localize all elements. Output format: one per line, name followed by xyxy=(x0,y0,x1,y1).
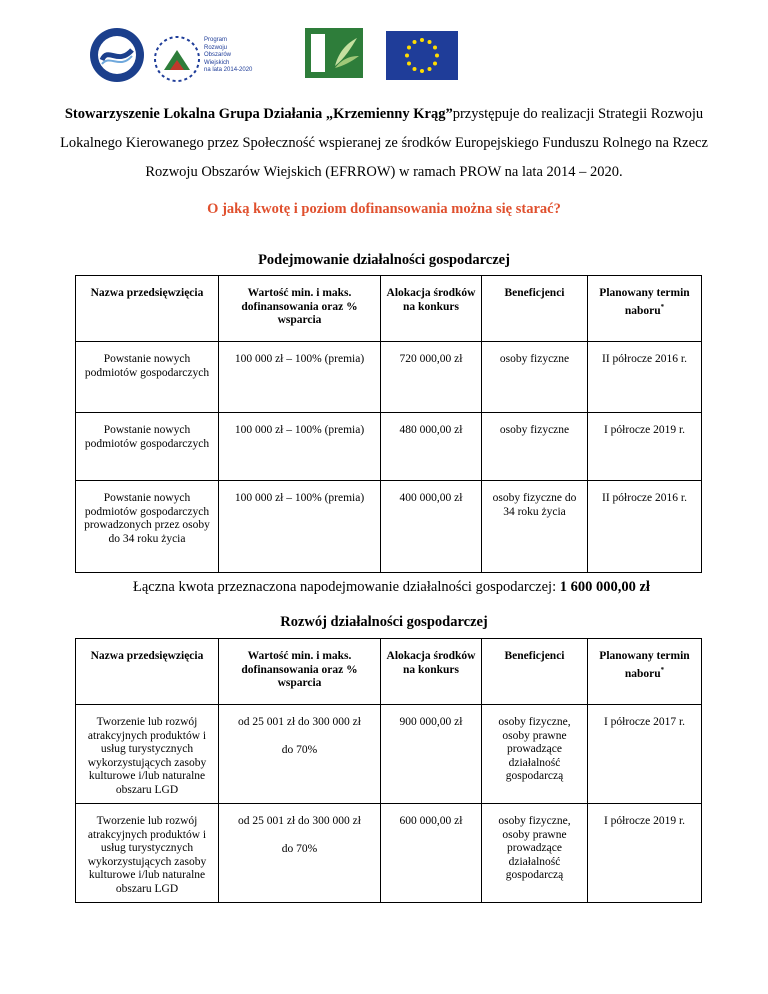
cell-alloc: 400 000,00 zł xyxy=(381,481,482,573)
lgd-krzemienny-krag-logo xyxy=(88,26,146,84)
total-label: Łączna kwota przeznaczona napodejmowanie działalności gospodarczej: xyxy=(133,579,560,595)
footnote-mark: * xyxy=(660,665,665,674)
header-name: Nazwa przedsięwzięcia xyxy=(76,276,219,342)
prow-line: Rozwoju xyxy=(204,44,228,51)
cell-value xyxy=(219,705,381,804)
cell-value: 100 000 zł – 100% (premia) xyxy=(219,481,381,573)
section-title-rozwoj: Rozwój działalności gospodarczej xyxy=(280,614,488,630)
prow-emblem-icon xyxy=(152,34,202,84)
table-row xyxy=(76,804,702,903)
value-range: od 25 001 zł do 300 000 zł xyxy=(238,815,361,827)
cell-benef: osoby fizyczne xyxy=(482,342,588,413)
header-term-label: Planowany termin naboru xyxy=(599,650,690,680)
cell-term: II półrocze 2016 r. xyxy=(588,481,702,573)
cell-alloc: 720 000,00 zł xyxy=(381,342,482,413)
logo-bar xyxy=(0,22,768,88)
table-row xyxy=(76,705,702,804)
cell-value xyxy=(219,804,381,903)
cell-benef: osoby fizyczne, osoby prawne prowadzące działalność gospodarczą xyxy=(482,705,588,804)
cell-alloc: 900 000,00 zł xyxy=(381,705,482,804)
value-percent: do 70% xyxy=(281,743,318,756)
cell-benef: osoby fizyczne xyxy=(482,413,588,481)
header-term xyxy=(588,639,702,705)
total-value: 1 600 000,00 zł xyxy=(559,579,650,595)
intro-text: przystępuje do realizacji Strategii Rozwoju Lokalnego Kierowanego przez Społeczność wspieranej ze środków Europejskiego Funduszu Rolnego na Rzecz Rozwoju Obszarów Wiejskich (EFRROW) w ramach PROW na lata 2014 – 2020. xyxy=(60,106,708,180)
intro-paragraph xyxy=(50,100,718,187)
header-term xyxy=(588,276,702,342)
header-term-label: Planowany termin naboru xyxy=(599,287,690,317)
value-range: od 25 001 zł do 300 000 zł xyxy=(238,716,361,728)
prow-line: na lata 2014-2020 xyxy=(204,67,253,73)
header-value: Wartość min. i maks. dofinansowania oraz % wsparcia xyxy=(219,276,381,342)
header-alloc: Alokacja środków na konkurs xyxy=(381,639,482,705)
prow-line: Wiejskich xyxy=(204,59,230,66)
header-benef xyxy=(482,639,588,705)
table-row xyxy=(76,413,702,481)
table-rozwoj xyxy=(75,638,702,903)
header-benef-label: Beneficjenci xyxy=(504,650,565,662)
header-name: Nazwa przedsięwzięcia xyxy=(76,639,219,705)
cell-value: 100 000 zł – 100% (premia) xyxy=(219,413,381,481)
header-value: Wartość min. i maks. dofinansowania oraz % wsparcia xyxy=(219,639,381,705)
organization-name: Stowarzyszenie Lokalna Grupa Działania „Krzemienny Krąg” xyxy=(64,106,453,122)
table-header-row xyxy=(76,639,702,705)
header-benef xyxy=(482,276,588,342)
cell-alloc: 480 000,00 zł xyxy=(381,413,482,481)
cell-name: Powstanie nowych podmiotów gospodarczych xyxy=(76,413,219,481)
cell-term: I półrocze 2017 r. xyxy=(588,705,702,804)
value-percent: do 70% xyxy=(281,842,318,855)
leader-logo xyxy=(305,28,363,78)
table-row xyxy=(76,481,702,573)
table-podejmowanie xyxy=(75,275,702,573)
cell-name: Powstanie nowych podmiotów gospodarczych xyxy=(76,342,219,413)
cell-alloc: 600 000,00 zł xyxy=(381,804,482,903)
cell-name: Powstanie nowych podmiotów gospodarczych prowadzonych przez osoby do 34 roku życia xyxy=(76,481,219,573)
footnote-mark: * xyxy=(660,302,665,311)
cell-term: II półrocze 2016 r. xyxy=(588,342,702,413)
cell-term: I półrocze 2019 r. xyxy=(588,804,702,903)
cell-value: 100 000 zł – 100% (premia) xyxy=(219,342,381,413)
table-header-row xyxy=(76,276,702,342)
cell-name: Tworzenie lub rozwój atrakcyjnych produktów i usług turystycznych wykorzystujących zasoby kulturowe i/lub naturalne obszaru LGD xyxy=(76,705,219,804)
total-amount-line xyxy=(133,579,650,596)
prow-logo xyxy=(152,34,267,84)
cell-name: Tworzenie lub rozwój atrakcyjnych produktów i usług turystycznych wykorzystujących zasoby kulturowe i/lub naturalne obszaru LGD xyxy=(76,804,219,903)
cell-term: I półrocze 2019 r. xyxy=(588,413,702,481)
cell-benef: osoby fizyczne, osoby prawne prowadzące działalność gospodarczą xyxy=(482,804,588,903)
prow-line: Obszarów xyxy=(204,52,232,58)
eu-flag-logo xyxy=(386,31,458,80)
prow-line: Program xyxy=(204,37,228,43)
table-row xyxy=(76,342,702,413)
header-benef-label: Beneficjenci xyxy=(504,287,565,299)
funding-question-heading: O jaką kwotę i poziom dofinansowania można się starać? xyxy=(207,201,561,217)
section-title-podejmowanie: Podejmowanie działalności gospodarczej xyxy=(258,252,510,268)
cell-benef: osoby fizyczne do 34 roku życia xyxy=(482,481,588,573)
header-alloc: Alokacja środków na konkurs xyxy=(381,276,482,342)
